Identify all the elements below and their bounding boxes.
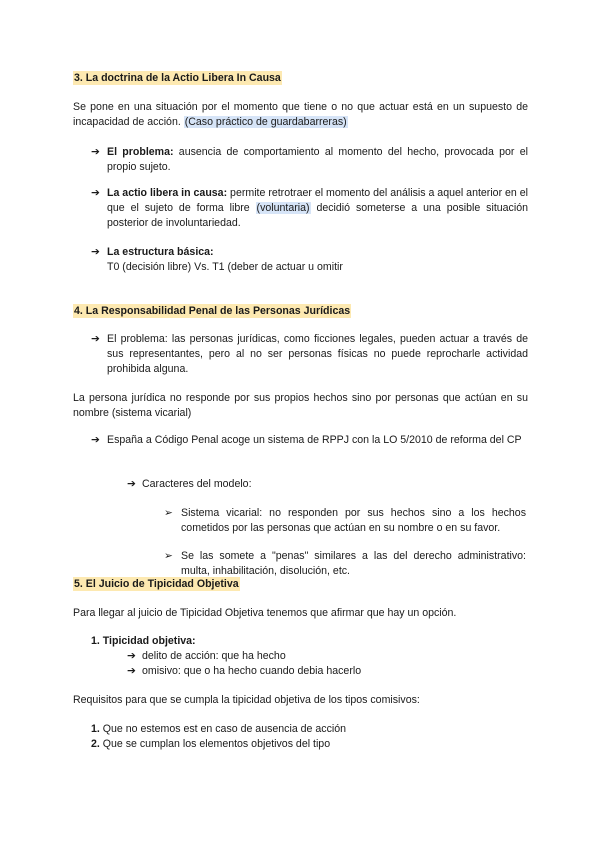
triangle-bullet-icon: ➢ (164, 550, 173, 562)
section-5-paragraph-1: Para llegar al juicio de Tipicidad Objetiva tenemos que afirmar que hay un opción. (73, 607, 457, 619)
arrow-bullet-icon: ➔ (127, 650, 136, 662)
highlighted-case-reference: (Caso práctico de guardabarreras) (184, 116, 347, 128)
requirement-item-1: 1. Que no estemos est en caso de ausencia de acción (91, 723, 347, 735)
requirement-item-2: 2. Que se cumplan los elementos objetivos del tipo (91, 738, 331, 750)
section-4-paragraph: La persona jurídica no responde por sus propios hechos sino por personas que actúan en su nombre (sistema vicarial) (73, 392, 528, 419)
document-page: 3. La doctrina de la Actio Libera In Causa Se pone en una situación por el momento que tiene o no que actuar está en un supuesto de incapacidad de acción. (Caso práctico de guardabarreras) ➔ El problema: ausencia de comportamiento al momento del hecho, provocada por el propio sujeto. ➔ La actio libera in causa: permite retrotraer el momento del análisis a aquel anterior en el que el sujeto de forma libre (voluntaria) decidió someterse a una posible situación posterior de involuntariedad. ➔ La estructura básica: T0 (decisión libre) Vs. T1 (deber de actuar u omitir 4. La Responsabilidad Penal de las Personas Jurídicas ➔ El problema: las personas jurídicas, como ficciones legales, pueden actuar a través de sus representantes, pero al no ser personas físicas no puede reprocharle actividad prohibida alguna. La persona jurídica no responde por sus propios hechos sino por personas que actúan en su nombre (sistema vicarial) ➔ España a Código Penal acoge un sistema de RPPJ con la LO 5/2010 de reforma del CP ➔ Caracteres del modelo: ➢ Sistema vicarial: no responden por sus hechos sino a los hechos cometidos por las personas que actúan en su nombre o en su favor. ➢ Se las somete a "penas" similares a las del derecho administrativo: multa, inhabilitación, disolución, etc. 5. El Juicio de Tipicidad Objetiva Para llegar al juicio de Tipicidad Objetiva tenemos que afirmar que hay un opción. 1. Tipicidad objetiva: ➔ delito de acción: que ha hecho ➔ omisivo: que o ha hecho cuando debia hacerlo Requisitos para que se cumpla la tipicidad objetiva de los tipos comisivos: 1. Que no estemos est en caso de ausencia de acción 2. Que se cumplan los elementos objetivos del tipo (73, 72, 529, 750)
section-4-heading: 4. La Responsabilidad Penal de las Personas Jurídicas (74, 305, 351, 317)
section-5-paragraph-2: Requisitos para que se cumpla la tipicidad objetiva de los tipos comisivos: (73, 694, 420, 706)
arrow-bullet-icon: ➔ (91, 187, 100, 199)
section-5-heading: 5. El Juicio de Tipicidad Objetiva (74, 578, 239, 590)
arrow-bullet-icon: ➔ (91, 333, 100, 345)
section-3-intro: Se pone en una situación por el momento que tiene o no que actuar está en un supuesto de incapacidad de acción. (Caso práctico de guardabarreras) (73, 101, 528, 128)
section-3-heading: 3. La doctrina de la Actio Libera In Causa (74, 72, 281, 84)
arrow-bullet-icon: ➔ (127, 478, 136, 490)
arrow-bullet-icon: ➔ (91, 246, 100, 258)
triangle-bullet-icon: ➢ (164, 507, 173, 519)
arrow-bullet-icon: ➔ (91, 146, 100, 158)
arrow-bullet-icon: ➔ (127, 665, 136, 677)
numbered-item-tipicidad: 1. Tipicidad objetiva: (91, 635, 196, 647)
arrow-bullet-icon: ➔ (91, 434, 100, 446)
